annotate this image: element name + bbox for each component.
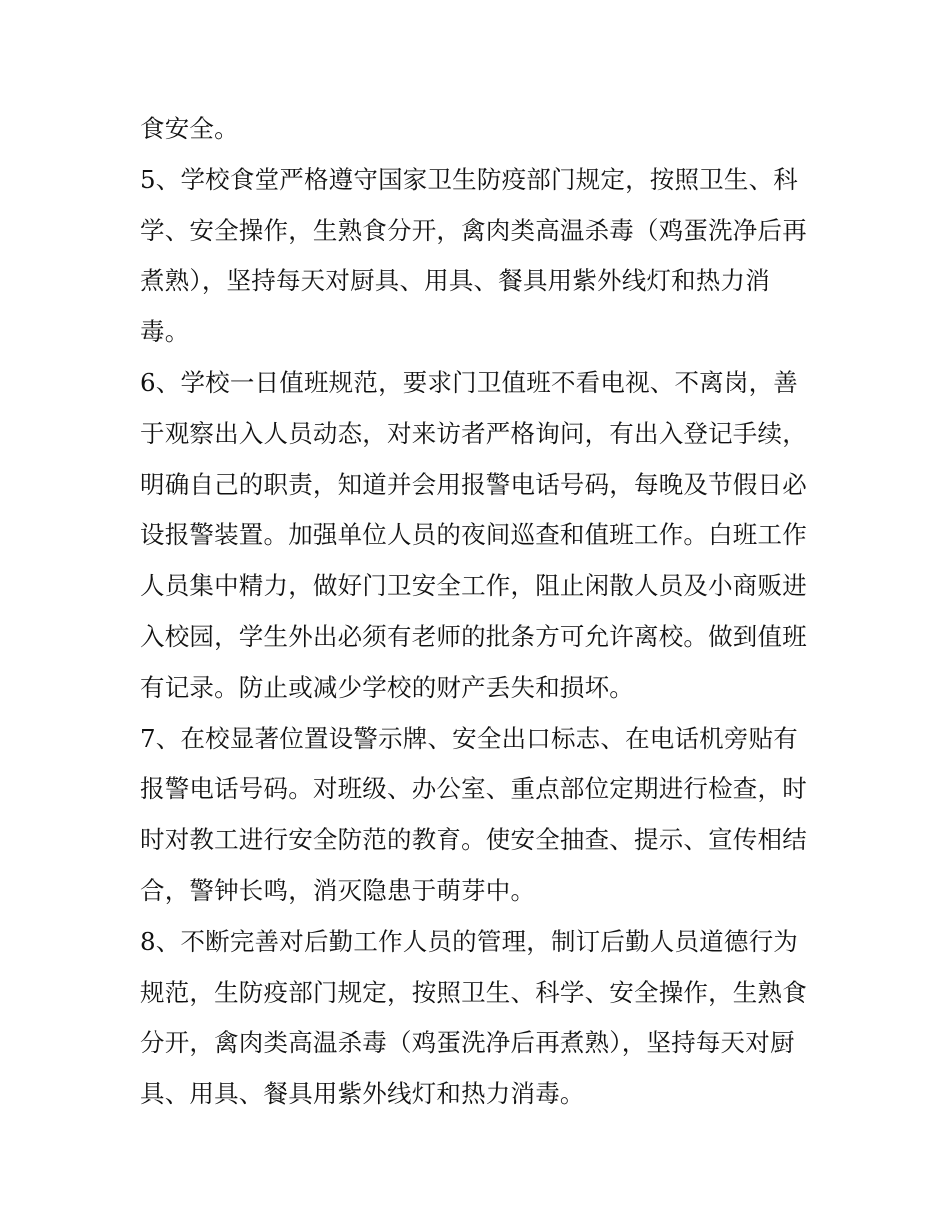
text-line: 毒。 [140,317,190,347]
text-line: 规范，生防疫部门规定，按照卫生、科学、安全操作，生熟食 [140,977,807,1007]
text-line: 报警电话号码。对班级、办公室、重点部位定期进行检查，时 [140,774,807,804]
text-line: 食安全。 [140,114,239,143]
text-line: 分开，禽肉类高温杀毒（鸡蛋洗净后再煮熟），坚持每天对厨 [140,1028,795,1058]
text-line: 明确自己的职责，知道并会用报警电话号码，每晚及节假日必 [140,469,807,499]
text-line: 合，警钟长鸣，消灭隐患于萌芽中。 [140,875,536,905]
document-text-body [140,104,820,1120]
text-line: 于观察出入人员动态，对来访者严格询问，有出入登记手续， [140,418,807,448]
text-line: 5、学校食堂严格遵守国家卫生防疫部门规定，按照卫生、科 [140,164,798,194]
text-line: 学、安全操作，生熟食分开，禽肉类高温杀毒（鸡蛋洗净后再 [140,215,807,245]
text-line: 人员集中精力，做好门卫安全工作，阻止闲散人员及小商贩进 [140,571,807,601]
text-line: 设报警装置。加强单位人员的夜间巡查和值班工作。白班工作 [140,520,807,550]
text-line: 8、不断完善对后勤工作人员的管理，制订后勤人员道德行为 [140,926,798,956]
text-line: 入校园，学生外出必须有老师的批条方可允许离校。做到值班 [140,621,807,651]
text-line: 煮熟），坚持每天对厨具、用具、餐具用紫外线灯和热力消 [140,266,770,296]
text-line: 具、用具、餐具用紫外线灯和热力消毒。 [140,1079,585,1109]
text-line: 有记录。防止或减少学校的财产丢失和损坏。 [140,672,634,702]
text-line: 时对教工进行安全防范的教育。使安全抽查、提示、宣传相结 [140,825,807,855]
text-line: 6、学校一日值班规范，要求门卫值班不看电视、不离岗，善 [140,367,798,397]
text-line: 7、在校显著位置设警示牌、安全出口标志、在电话机旁贴有 [140,723,798,753]
